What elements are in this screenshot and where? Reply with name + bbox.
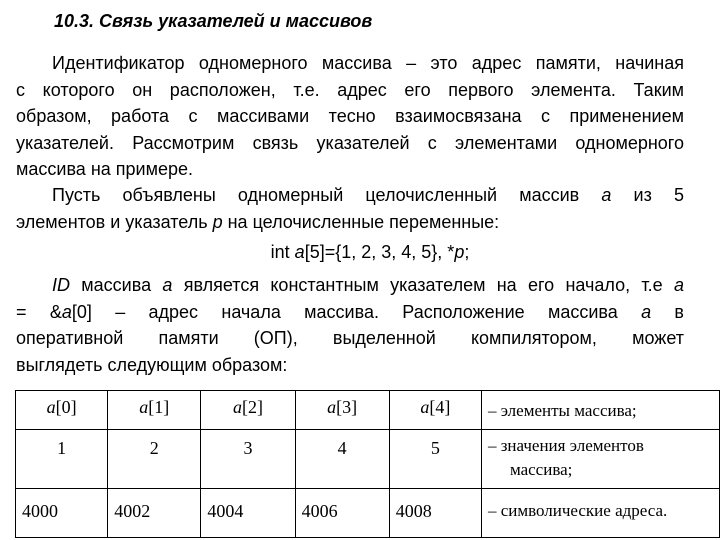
text: на целочисленные переменные:	[222, 211, 500, 232]
code-declaration	[0, 242, 720, 263]
paragraph-line: с которого он расположен, т.е. адрес его первого элемента. Таким	[16, 79, 684, 100]
element-cell	[389, 391, 481, 430]
var-a: a	[61, 301, 72, 322]
paragraph-line: образом, работа с массивами тесно взаимосвязана с применением	[16, 106, 684, 126]
element-index: [0]	[55, 397, 77, 417]
value-cell: 5	[389, 430, 481, 489]
var-a: a	[327, 397, 337, 417]
id-term: ID	[52, 275, 70, 295]
value-cell: 4	[295, 430, 389, 489]
paragraph-line	[16, 209, 684, 236]
paragraph-line: оперативной памяти (ОП), выделенной компилятором, может	[16, 328, 684, 348]
paragraph-declaration	[16, 182, 684, 235]
table-row-elements	[16, 391, 720, 430]
values-description-line: массива;	[509, 460, 573, 479]
values-description	[481, 430, 719, 489]
address-cell: 4002	[108, 489, 201, 538]
table-row-values	[16, 430, 720, 489]
var-a: a	[673, 275, 684, 295]
value-cell: 1	[16, 430, 108, 489]
elements-description: – элементы массива;	[481, 391, 719, 430]
var-a: a	[641, 301, 652, 322]
var-a: a	[46, 397, 56, 417]
var-a: a	[294, 242, 305, 262]
paragraph-line: выглядеть следующим образом:	[16, 354, 288, 375]
text: элементов и указатель	[16, 211, 213, 232]
address-cell: 4006	[295, 489, 389, 538]
paragraph-line	[16, 272, 684, 299]
var-a: a	[162, 275, 173, 295]
var-p: p	[212, 211, 223, 232]
element-index: [3]	[336, 397, 358, 417]
element-cell	[108, 391, 201, 430]
paragraph-line: указателей. Рассмотрим связь указателей с элементами одномерного	[16, 132, 684, 153]
element-index: [4]	[429, 397, 451, 417]
address-cell: 4000	[16, 489, 108, 538]
text: int	[270, 242, 295, 262]
paragraph-line	[16, 182, 684, 209]
element-cell	[16, 391, 108, 430]
address-cell: 4008	[389, 489, 481, 538]
table-row-addresses	[16, 489, 720, 538]
text: является константным указателем на его начало, т.е	[172, 275, 674, 295]
element-cell	[295, 391, 389, 430]
paragraph-id-explanation	[16, 272, 684, 378]
element-index: [1]	[148, 397, 170, 417]
paragraph-line: массива на примере.	[16, 159, 193, 179]
text: ;	[464, 242, 470, 262]
var-a: a	[601, 185, 612, 205]
values-description-line: – значения элементов	[487, 436, 644, 455]
element-cell	[201, 391, 295, 430]
text: [0] – адрес начала массива. Расположение массива	[71, 301, 642, 322]
text: [5]={1, 2, 3, 4, 5}, *	[304, 242, 455, 262]
address-cell: 4004	[201, 489, 295, 538]
var-a: a	[232, 397, 242, 417]
memory-layout-table	[15, 390, 720, 538]
text: массива	[70, 275, 163, 295]
paragraph-intro	[16, 50, 684, 183]
value-cell: 3	[201, 430, 295, 489]
text: = &	[16, 301, 62, 322]
element-index: [2]	[241, 397, 263, 417]
section-title: 10.3. Связь указателей и массивов	[54, 11, 373, 31]
paragraph-line	[16, 299, 684, 326]
text: из 5	[611, 185, 685, 205]
var-p: p	[454, 242, 465, 262]
var-a: a	[139, 397, 149, 417]
var-a: a	[420, 397, 430, 417]
text: в	[651, 301, 684, 322]
value-cell: 2	[108, 430, 201, 489]
paragraph-line: Идентификатор одномерного массива – это адрес памяти, начиная	[52, 53, 684, 73]
addresses-description: – символические адреса.	[481, 489, 719, 538]
text: Пусть объявлены одномерный целочисленный массив	[52, 185, 602, 205]
